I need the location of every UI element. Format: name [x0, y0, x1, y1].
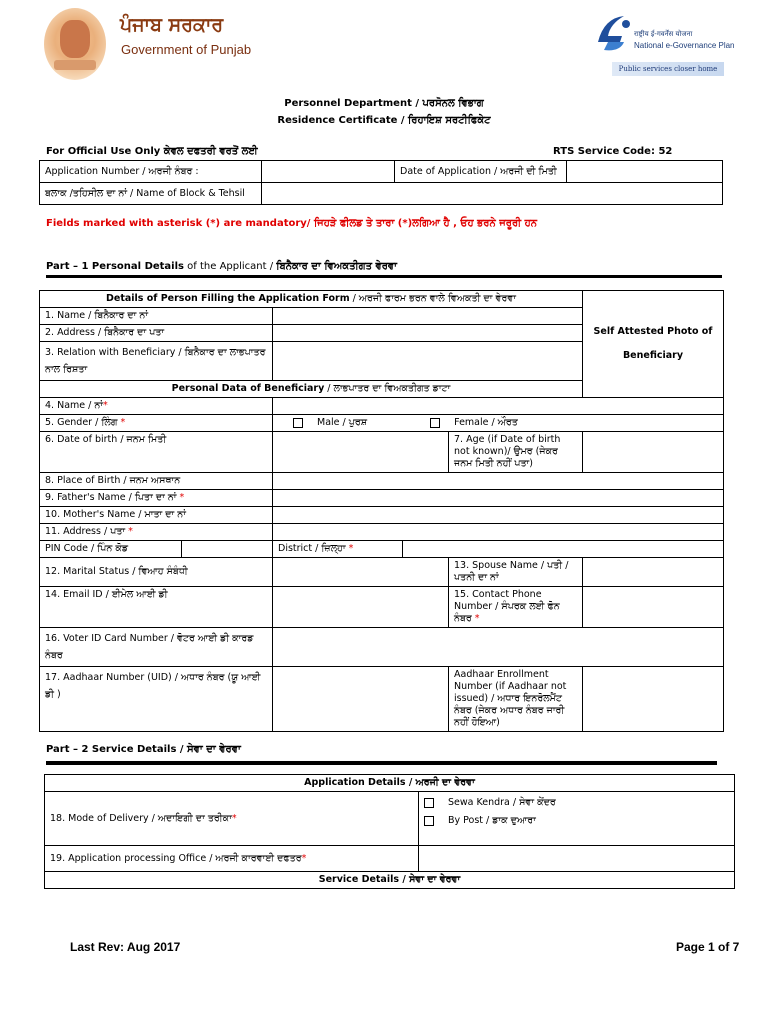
male-checkbox[interactable] — [293, 418, 303, 428]
field-5-gender-label: 5. Gender / ਲਿੰਗ * — [40, 415, 273, 432]
pin-code-input[interactable] — [182, 541, 273, 558]
field-13-spouse-label: 13. Spouse Name / ਪਤੀ / ਪਤਨੀ ਦਾ ਨਾਂ — [449, 558, 583, 587]
part1-divider — [46, 275, 722, 278]
part1-heading-rest: of the Applicant / — [183, 261, 277, 272]
by-post-label: By Post / ਡਾਕ ਦੁਆਰਾ — [448, 815, 536, 826]
date-of-application-label: Date of Application / ਅਰਜੀ ਦੀ ਮਿਤੀ — [395, 161, 567, 183]
field-10-mother-input[interactable] — [273, 507, 724, 524]
field-3-relation-label: 3. Relation with Beneficiary / ਬਿਨੈਕਾਰ ਦਾ ਲਾਭਪਾਤਰ ਨਾਲ ਰਿਸ਼ਤਾ — [40, 342, 273, 381]
field-9-father-label: 9. Father's Name / ਪਿਤਾ ਦਾ ਨਾਂ * — [40, 490, 273, 507]
field-12-marital-label: 12. Marital Status / ਵਿਆਹ ਸੰਬੰਧੀ — [40, 558, 273, 587]
district-input[interactable] — [403, 541, 724, 558]
mandatory-note: Fields marked with asterisk (*) are mandatory/ ਜਿਹੜੇ ਫੀਲਡ ਤੇ ਤਾਰਾ (*)ਲਗਿਆ ਹੈ , ਓਹ ਭਰਨੇ ਜਰੂਰੀ ਹਨ — [46, 218, 538, 229]
gender-options — [273, 415, 724, 432]
egov-name: National e-Governance Plan — [634, 41, 735, 50]
field-7-age-label: 7. Age (if Date of birth not known)/ ਉਮਰ (ਜੇਕਰ ਜਨਮ ਮਿਤੀ ਨਹੀਂ ਪਤਾ) — [449, 432, 583, 473]
personal-details-table — [39, 290, 724, 732]
field-7-age-input[interactable] — [583, 432, 724, 473]
date-of-application-field[interactable] — [567, 161, 723, 183]
field-15-phone-label: 15. Contact Phone Number / ਸੰਪਰਕ ਲਈ ਫੋਨ ਨੰਬਰ * — [449, 587, 583, 628]
field-1-name-label: 1. Name / ਬਿਨੈਕਾਰ ਦਾ ਨਾਂ — [40, 308, 273, 325]
block-tehsil-field[interactable] — [262, 183, 723, 205]
field-12-marital-input[interactable] — [273, 558, 449, 587]
punjab-emblem-logo — [44, 8, 106, 80]
field-11-address-label: 11. Address / ਪਤਾ * — [40, 524, 273, 541]
service-details-table — [44, 774, 735, 889]
part1-heading-punjabi: ਬਿਨੈਕਾਰ ਦਾ ਵਿਅਕਤੀਗਤ ਵੇਰਵਾ — [276, 261, 398, 272]
application-number-label: Application Number / ਅਰਜੀ ਨੰਬਰ : — [40, 161, 262, 183]
field-6-dob-label: 6. Date of birth / ਜਨਮ ਮਿਤੀ — [40, 432, 273, 473]
field-4-name-label: 4. Name / ਨਾਂ* — [40, 398, 273, 415]
photo-box[interactable] — [583, 291, 724, 398]
field-17-aadhaar-label: 17. Aadhaar Number (UID) / ਅਧਾਰ ਨੰਬਰ (ਯੂ ਆਈ ਡੀ ) — [40, 667, 273, 732]
field-19-office-label: 19. Application processing Office / ਅਰਜੀ ਕਾਰਵਾਈ ਦਫਤਰ* — [45, 846, 419, 872]
sewa-kendra-checkbox[interactable] — [424, 798, 434, 808]
service-details-header: Service Details / ਸੇਵਾ ਦਾ ਵੇਰਵਾ — [45, 872, 735, 889]
delivery-options — [419, 792, 735, 846]
rts-service-code: RTS Service Code: 52 — [553, 146, 673, 157]
part1-heading — [46, 260, 397, 273]
field-15-phone-input[interactable] — [583, 587, 724, 628]
field-1-name-input[interactable] — [273, 308, 583, 325]
photo-label-line1: Self Attested Photo of — [593, 326, 713, 337]
field-3-relation-input[interactable] — [273, 342, 583, 381]
part2-heading: Part – 2 Service Details / ਸੇਵਾ ਦਾ ਵੇਰਵਾ — [46, 744, 241, 755]
female-checkbox[interactable] — [430, 418, 440, 428]
block-tehsil-label: ਬਲਾਕ /ਤਹਿਸੀਲ ਦਾ ਨਾਂ / Name of Block & Tehsil — [40, 183, 262, 205]
field-17-aadhaar-input[interactable] — [273, 667, 449, 732]
punjabi-title: ਪੰਜਾਬ ਸਰਕਾਰ — [120, 14, 224, 36]
field-2-address-input[interactable] — [273, 325, 583, 342]
field-9-father-input[interactable] — [273, 490, 724, 507]
field-19-office-input[interactable] — [419, 846, 735, 872]
certificate-title: Residence Certificate / ਰਿਹਾਇਸ਼ ਸਰਟੀਫਿਕੇਟ — [277, 115, 491, 126]
application-details-header: Application Details / ਅਰਜੀ ਦਾ ਵੇਰਵਾ — [45, 775, 735, 792]
field-8-birthplace-label: 8. Place of Birth / ਜਨਮ ਅਸਥਾਨ — [40, 473, 273, 490]
part2-heading-punjabi: ਸੇਵਾ ਦਾ ਵੇਰਵਾ — [187, 744, 241, 755]
field-16-voter-input[interactable] — [273, 628, 724, 667]
pin-code-label: PIN Code / ਪਿੰਨ ਕੋਡ — [40, 541, 182, 558]
by-post-checkbox[interactable] — [424, 816, 434, 826]
official-use-label: For Official Use Only ਕੇਵਲ ਦਫਤਰੀ ਵਰਤੋਂ ਲਈ — [46, 146, 258, 157]
sewa-kendra-label: Sewa Kendra / ਸੇਵਾ ਕੇਂਦਰ — [448, 797, 556, 808]
field-14-email-input[interactable] — [273, 587, 449, 628]
department-title: Personnel Department / ਪਰਸੋਨਲ ਵਿਭਾਗ — [284, 98, 484, 109]
aadhaar-enrollment-input[interactable] — [583, 667, 724, 732]
page-number: Page 1 of 7 — [676, 940, 740, 954]
application-number-field[interactable] — [262, 161, 395, 183]
district-label: District / ਜ਼ਿਲ੍ਹਾ * — [273, 541, 403, 558]
field-6-dob-input[interactable] — [273, 432, 449, 473]
egov-hindi-name: राष्ट्रीय ई-गवर्नेंस योजना — [634, 30, 693, 38]
male-label: Male / ਪੁਰਸ਼ — [317, 417, 368, 428]
part1-heading-bold: Part – 1 Personal Details — [46, 261, 184, 272]
official-use-table — [39, 160, 723, 205]
field-8-birthplace-input[interactable] — [273, 473, 724, 490]
beneficiary-data-header: Personal Data of Beneficiary / ਲਾਭਪਾਤਰ ਦਾ ਵਿਅਕਤੀਗਤ ਡਾਟਾ — [40, 381, 583, 398]
field-11-address-input[interactable] — [273, 524, 724, 541]
government-title: Government of Punjab — [121, 42, 252, 57]
field-18-delivery-label: 18. Mode of Delivery / ਅਦਾਇਗੀ ਦਾ ਤਰੀਕਾ* — [45, 792, 419, 846]
filler-details-header: Details of Person Filling the Application Form / ਅਰਜੀ ਫਾਰਮ ਭਰਨ ਵਾਲੇ ਵਿਅਕਤੀ ਦਾ ਵੇਰਵਾ — [40, 291, 583, 308]
egov-tagline: Public services closer home — [612, 62, 724, 76]
field-14-email-label: 14. Email ID / ਈਮੇਲ ਆਈ ਡੀ — [40, 587, 273, 628]
aadhaar-enrollment-label: Aadhaar Enrollment Number (if Aadhaar not issued) / ਅਧਾਰ ਇਨਰੋਲਮੈਂਟ ਨੰਬਰ (ਜੇਕਰ ਅਧਾਰ ਨੰਬਰ ਜਾਰੀ ਨਹੀਂ ਹੋਇਆ) — [449, 667, 583, 732]
field-4-name-input[interactable] — [273, 398, 724, 415]
last-revision: Last Rev: Aug 2017 — [70, 940, 181, 954]
field-10-mother-label: 10. Mother's Name / ਮਾਤਾ ਦਾ ਨਾਂ — [40, 507, 273, 524]
egov-logo-icon — [594, 12, 634, 54]
part2-divider — [46, 761, 717, 765]
photo-label-line2: Beneficiary — [622, 350, 684, 361]
field-13-spouse-input[interactable] — [583, 558, 724, 587]
field-16-voter-label: 16. Voter ID Card Number / ਵੋਟਰ ਆਈ ਡੀ ਕਾਰਡ ਨੰਬਰ — [40, 628, 273, 667]
field-2-address-label: 2. Address / ਬਿਨੈਕਾਰ ਦਾ ਪਤਾ — [40, 325, 273, 342]
female-label: Female / ਔਰਤ — [454, 417, 518, 428]
